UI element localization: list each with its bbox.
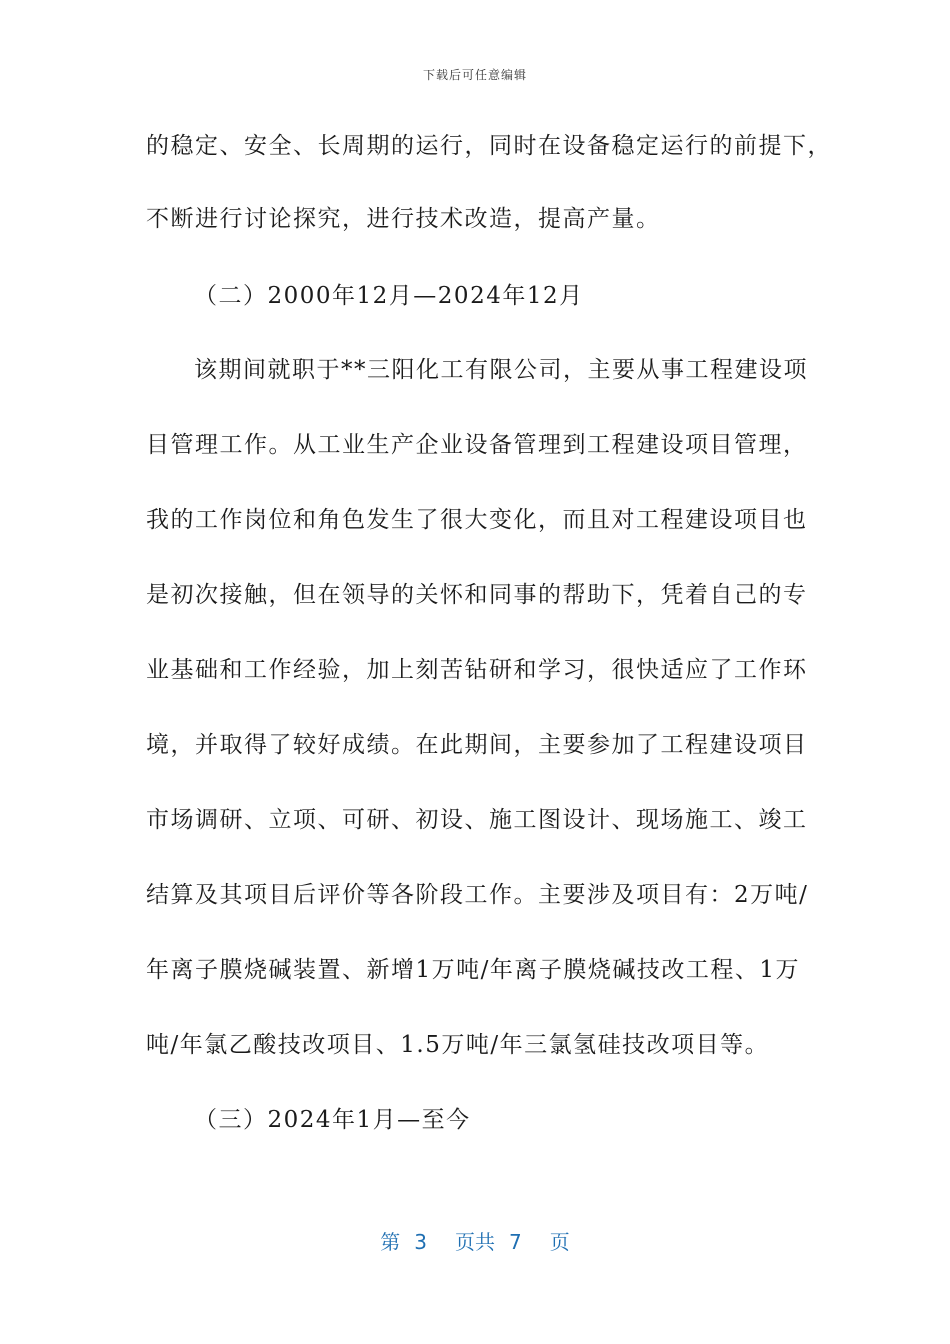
body-line: 境，并取得了较好成绩。在此期间，主要参加了工程建设项目 xyxy=(146,732,808,758)
body-line: 不断进行讨论探究，进行技术改造，提高产量。 xyxy=(146,206,661,232)
current-page-number: 3 xyxy=(414,1230,427,1254)
total-pages-number: 7 xyxy=(509,1230,522,1254)
body-line: 结算及其项目后评价等各阶段工作。主要涉及项目有：2万吨/ xyxy=(146,882,809,908)
body-line: 目管理工作。从工业生产企业设备管理到工程建设项目管理， xyxy=(146,432,808,458)
paragraph-first-line: 该期间就职于**三阳化工有限公司，主要从事工程建设项 xyxy=(194,357,808,383)
footer-suffix: 页 xyxy=(549,1230,570,1254)
body-line: 是初次接触，但在领导的关怀和同事的帮助下，凭着自己的专 xyxy=(146,582,808,608)
footer-middle: 页共 xyxy=(455,1230,495,1254)
body-line: 我的工作岗位和角色发生了很大变化，而且对工程建设项目也 xyxy=(146,507,808,533)
footer-prefix: 第 xyxy=(380,1230,401,1254)
body-line: 吨/年氯乙酸技改项目、1.5万吨/年三氯氢硅技改项目等。 xyxy=(146,1032,770,1058)
body-line: 年离子膜烧碱装置、新增1万吨/年离子膜烧碱技改工程、1万 xyxy=(146,957,801,983)
section-heading: （二）2000年12月—2024年12月 xyxy=(194,283,584,309)
section-heading: （三）2024年1月—至今 xyxy=(194,1107,471,1133)
page-footer xyxy=(0,1226,950,1255)
header-note: 下载后可任意编辑 xyxy=(422,68,527,82)
body-line: 业基础和工作经验，加上刻苦钻研和学习，很快适应了工作环 xyxy=(146,657,808,683)
body-line: 的稳定、安全、长周期的运行，同时在设备稳定运行的前提下， xyxy=(146,133,832,159)
body-line: 市场调研、立项、可研、初设、施工图设计、现场施工、竣工 xyxy=(146,807,808,833)
